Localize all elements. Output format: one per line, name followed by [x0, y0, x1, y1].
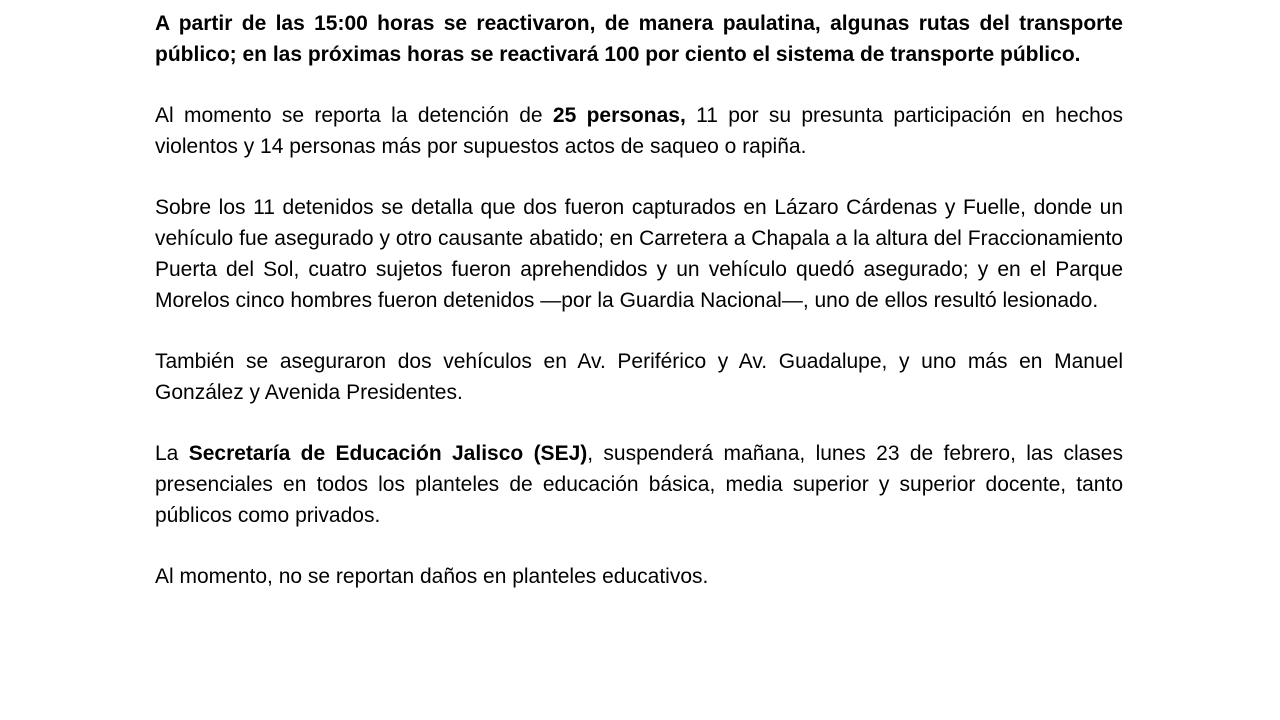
- text-run: La: [155, 442, 189, 465]
- paragraph-detainees-detail: [155, 192, 1123, 316]
- text-run: , suspenderá mañana, lunes 23 de febrero, las clases presenciales en todos los planteles de educación básica, media superior y superior docente, tanto públicos como privados.: [155, 442, 1123, 527]
- text-run-bold: Secretaría de Educación Jalisco (SEJ): [188, 442, 588, 465]
- text-run-bold: 25 personas,: [552, 104, 686, 127]
- paragraph-schools: [155, 561, 1123, 592]
- document-body: [155, 8, 1123, 622]
- text-run: A partir de las 15:00 horas se reactivaron, de manera paulatina, algunas rutas del transporte público; en las próximas horas se reactivará 100 por ciento el sistema de transporte público.: [155, 12, 1123, 66]
- text-run: Al momento, no se reportan daños en planteles educativos.: [155, 565, 709, 588]
- text-run: Sobre los 11 detenidos se detalla que dos fueron capturados en Lázaro Cárdenas y Fuelle, donde un vehículo fue asegurado y otro causante abatido; en Carretera a Chapala a la altura del Fraccionamiento Puerta del Sol, cuatro sujetos fueron aprehendidos y un vehículo quedó asegurado; y en el Parque Morelos cinco hombres fueron detenidos —por la Guardia Nacional—, uno de ellos resultó lesionado.: [155, 196, 1123, 312]
- paragraph-sej: [155, 438, 1123, 531]
- text-run: 11 por su presunta participación en hechos violentos y 14 personas más por supuestos actos de saqueo o rapiña.: [155, 104, 1124, 158]
- paragraph-detentions: [155, 100, 1123, 162]
- text-run: Al momento se reporta la detención de: [155, 104, 553, 127]
- paragraph-transport: [155, 8, 1123, 70]
- paragraph-vehicles: [155, 346, 1123, 408]
- text-run: También se aseguraron dos vehículos en Av. Periférico y Av. Guadalupe, y uno más en Manuel González y Avenida Presidentes.: [155, 350, 1123, 404]
